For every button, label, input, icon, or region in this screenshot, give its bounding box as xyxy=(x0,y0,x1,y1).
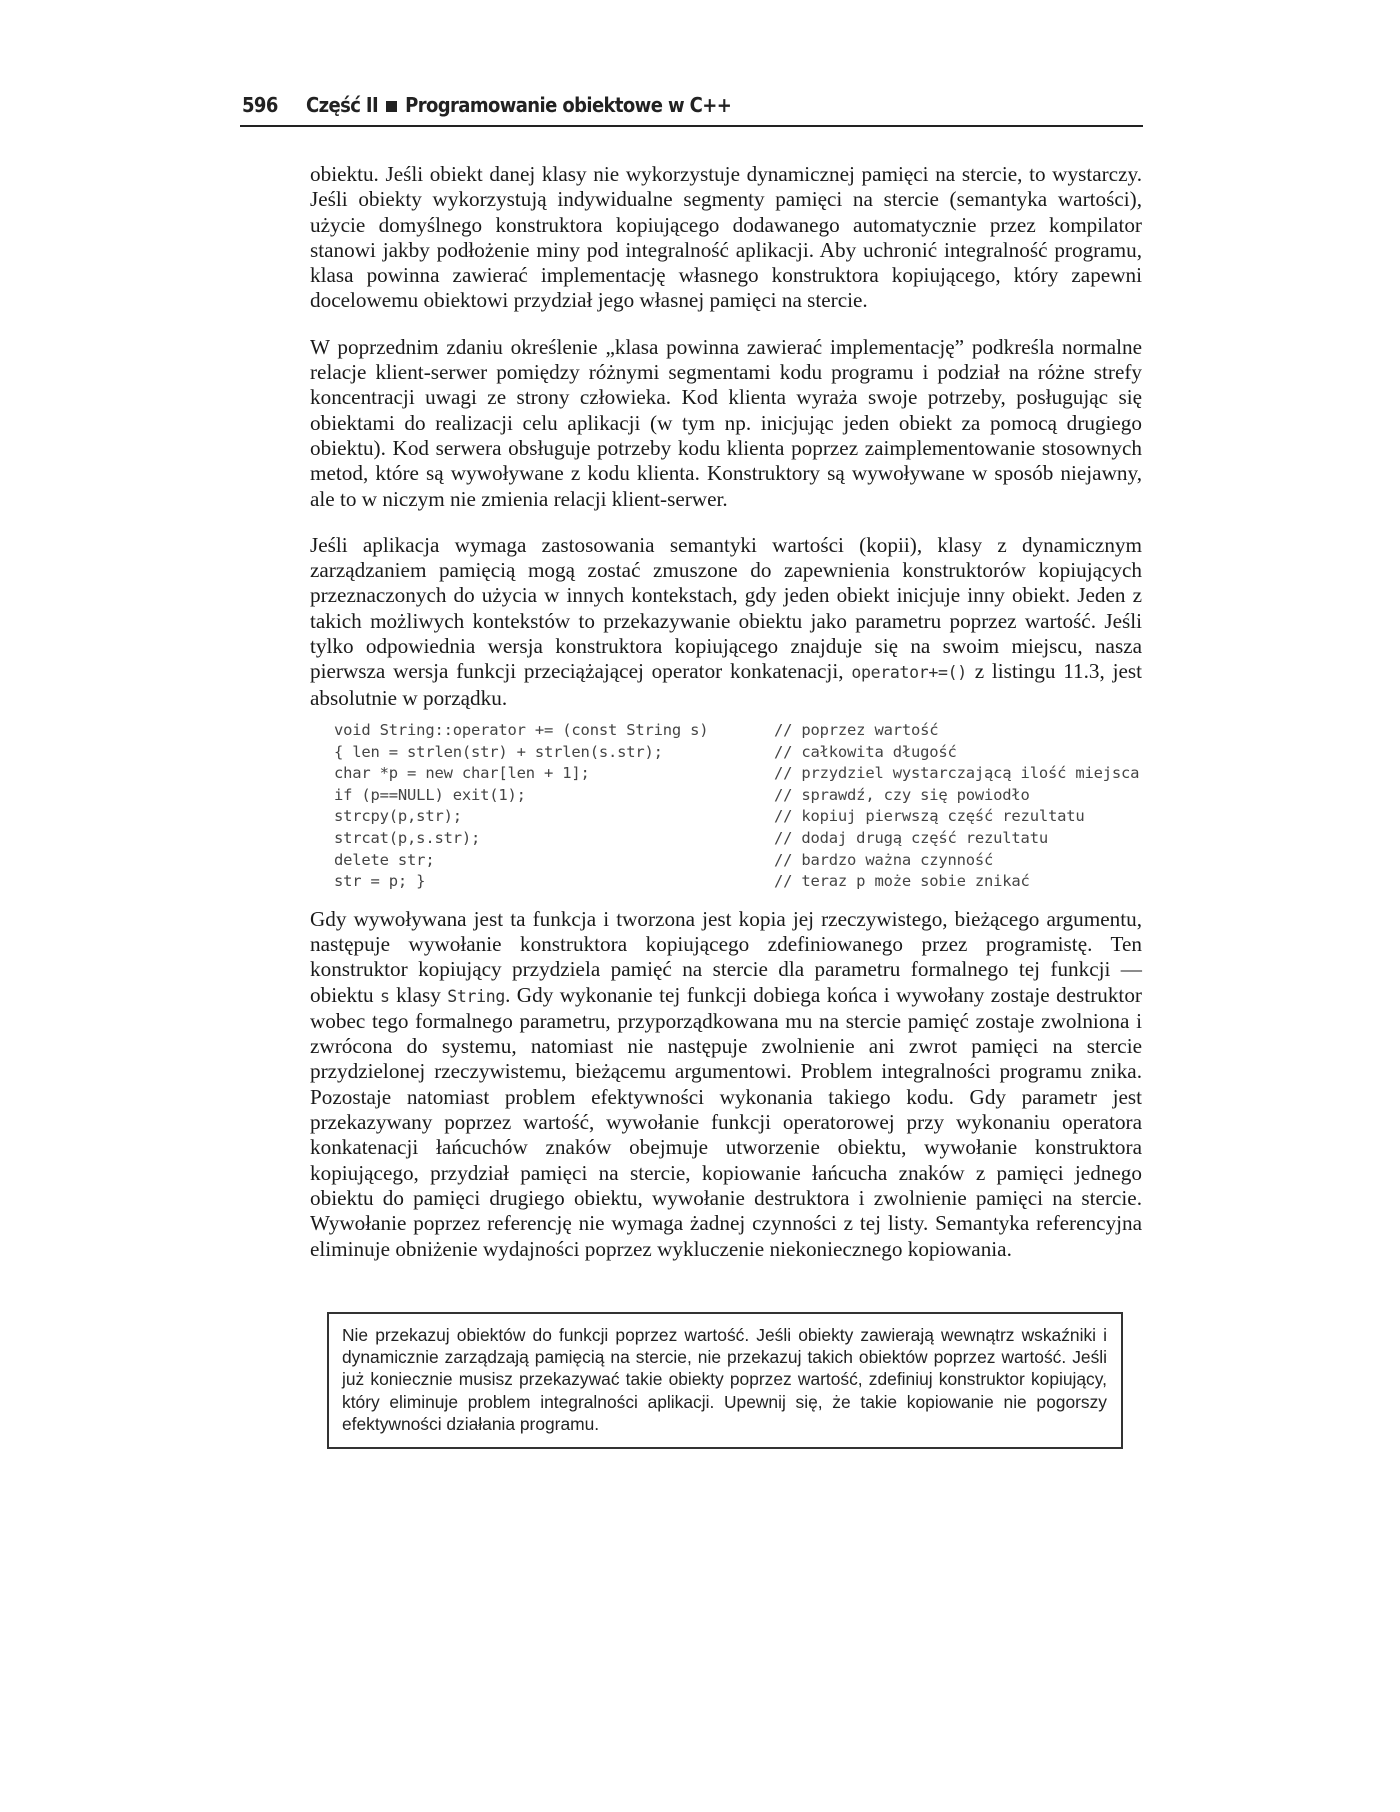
code-comment: // poprzez wartość xyxy=(774,720,939,739)
paragraph-2: W poprzednim zdaniu określenie „klasa powinna zawierać implementację” podkreśla normalne relacje klient-serwer pomiędzy różnymi segmentami kodu programu i podział na różne strefy koncentracji uwagi ze strony człowieka. Kod klienta wyraża swoje potrzeby, posługując się obiektami do realizacji celu aplikacji (w tym np. inicjując jeden obiekt za pomocą drugiego obiektu). Kod serwera obsługuje potrzeby kodu klienta poprzez zaimplementowanie stosownych metod, które są wywoływane z kodu klienta. Konstruktory są wywoływane w sposób niejawny, ale to w niczym nie zmienia relacji klient-serwer. xyxy=(310,334,1142,511)
code-text: if (p==NULL) exit(1); xyxy=(334,785,526,804)
code-line xyxy=(334,850,1142,872)
main-text xyxy=(310,162,1142,1283)
paragraph-4-text-a: Gdy wywoływana jest ta funkcja i tworzona jest kopia jej rzeczywistego, bieżącego argumentu, następuje wywołanie konstruktora kopiującego zdefiniowanego przez programistę. Ten konstruktor kopiujący przydziela pamięć na stercie dla parametru formalnego tej funkcji — obiektu xyxy=(310,906,1142,1007)
code-comment: // sprawdź, czy się powiodło xyxy=(774,785,1030,804)
paragraph-4-text-c: . Gdy wykonanie tej funkcji dobiega końca i wywołany zostaje destruktor wobec tego formalnego parametru, przyporządkowana mu na stercie pamięć zostaje zwolniona i zwrócona do systemu, natomiast nie następuje zwolnienie ani zwrot pamięci na stercie przydzielonej rzeczywistemu, bieżącemu argumentowi. Problem integralności programu znika. Pozostaje natomiast problem efektywności wykonania takiego kodu. Gdy parametr jest przekazywany poprzez wartość, wywołanie funkcji operatorowej przy wykonaniu operatora konkatenacji łańcuchów znaków obejmuje utworzenie obiektu, wywołanie konstruktora kopiującego, przydział pamięci na stercie, kopiowanie łańcucha znaków z pamięci jednego obiektu do pamięci drugiego obiektu, wywołanie destruktora i zwolnienie pamięci na stercie. Wywołanie poprzez referencję nie wymaga żadnej czynności z tej listy. Semantyka referencyjna eliminuje obniżenie wydajności poprzez wykluczenie niekoniecznego kopiowania. xyxy=(310,982,1142,1261)
code-line xyxy=(334,828,1142,850)
paragraph-4 xyxy=(310,907,1142,1262)
inline-code-operator: operator+=() xyxy=(851,663,967,683)
code-text: delete str; xyxy=(334,850,435,869)
code-text: strcat(p,s.str); xyxy=(334,828,481,847)
code-listing xyxy=(334,720,1142,893)
running-header xyxy=(240,93,1143,127)
paragraph-3 xyxy=(310,533,1142,711)
code-line xyxy=(334,871,1142,893)
paragraph-4-text-b: klasy xyxy=(389,982,448,1007)
paragraph-3-text-b: z listingu 11.3, jest absolutnie w porządku. xyxy=(310,659,1142,710)
code-comment: // przydziel wystarczającą ilość miejsca xyxy=(774,764,1140,783)
code-line xyxy=(334,806,1142,828)
code-text: str = p; } xyxy=(334,872,426,891)
paragraph-1: obiektu. Jeśli obiekt danej klasy nie wykorzystuje dynamicznej pamięci na stercie, to wystarczy. Jeśli obiekty wykorzystują indywidualne segmenty pamięci na stercie (semantyka wartości), użycie domyślnego konstruktora kopiującego dodawanego automatycznie przez kompilator stanowi jakby podłożenie miny pod integralność aplikacji. Aby uchronić integralność programu, klasa powinna zawierać implementację własnego konstruktora kopiującego, który zapewni docelowemu obiektowi przydział jego własnej pamięci na stercie. xyxy=(310,162,1142,313)
code-text: char *p = new char[len + 1]; xyxy=(334,764,590,783)
code-text: strcpy(p,str); xyxy=(334,807,462,826)
tip-box: Nie przekazuj obiektów do funkcji poprzez wartość. Jeśli obiekty zawierają wewnątrz wskaźniki i dynamicznie zarządzają pamięcią na stercie, nie przekazuj takich obiektów poprzez wartość. Jeśli już koniecznie musisz przekazywać takie obiekty poprzez wartość, zdefiniuj konstruktor kopiujący, który eliminuje problem integralności aplikacji. Upewnij się, że takie kopiowanie nie pogorszy efektywności działania programu. xyxy=(327,1312,1123,1449)
code-text: void String::operator += (const String s) xyxy=(334,720,709,739)
code-comment: // kopiuj pierwszą część rezultatu xyxy=(774,807,1085,826)
code-comment: // bardzo ważna czynność xyxy=(774,850,994,869)
inline-code-string: String xyxy=(447,986,506,1006)
code-comment: // dodaj drugą część rezultatu xyxy=(774,828,1048,847)
inline-code-s: s xyxy=(380,986,390,1006)
code-line xyxy=(334,763,1142,785)
code-line xyxy=(334,720,1142,742)
square-bullet-icon xyxy=(386,101,397,112)
header-part: Część II xyxy=(306,93,379,117)
header-chapter: Programowanie obiektowe w C++ xyxy=(405,93,732,117)
code-comment: // całkowita długość xyxy=(774,742,957,761)
code-comment: // teraz p może sobie znikać xyxy=(774,872,1030,891)
header-title xyxy=(306,93,731,117)
page-number: 596 xyxy=(242,93,278,117)
code-line xyxy=(334,742,1142,764)
code-line xyxy=(334,785,1142,807)
paragraph-3-text-a: Jeśli aplikacja wymaga zastosowania semantyki wartości (kopii), klasy z dynamicznym zarządzaniem pamięcią mogą zostać zmuszone do zapewnienia konstruktorów kopiujących przeznaczonych do użycia w innych kontekstach, gdy jeden obiekt inicjuje inny obiekt. Jeden z takich możliwych kontekstów to przekazywanie obiektu jako parametru poprzez wartość. Jeśli tylko odpowiednia wersja konstruktora kopiującego znajduje się na swoim miejscu, nasza pierwsza wersja funkcji przeciążającej operator konkatenacji, xyxy=(310,532,1142,684)
code-text: { len = strlen(str) + strlen(s.str); xyxy=(334,742,663,761)
